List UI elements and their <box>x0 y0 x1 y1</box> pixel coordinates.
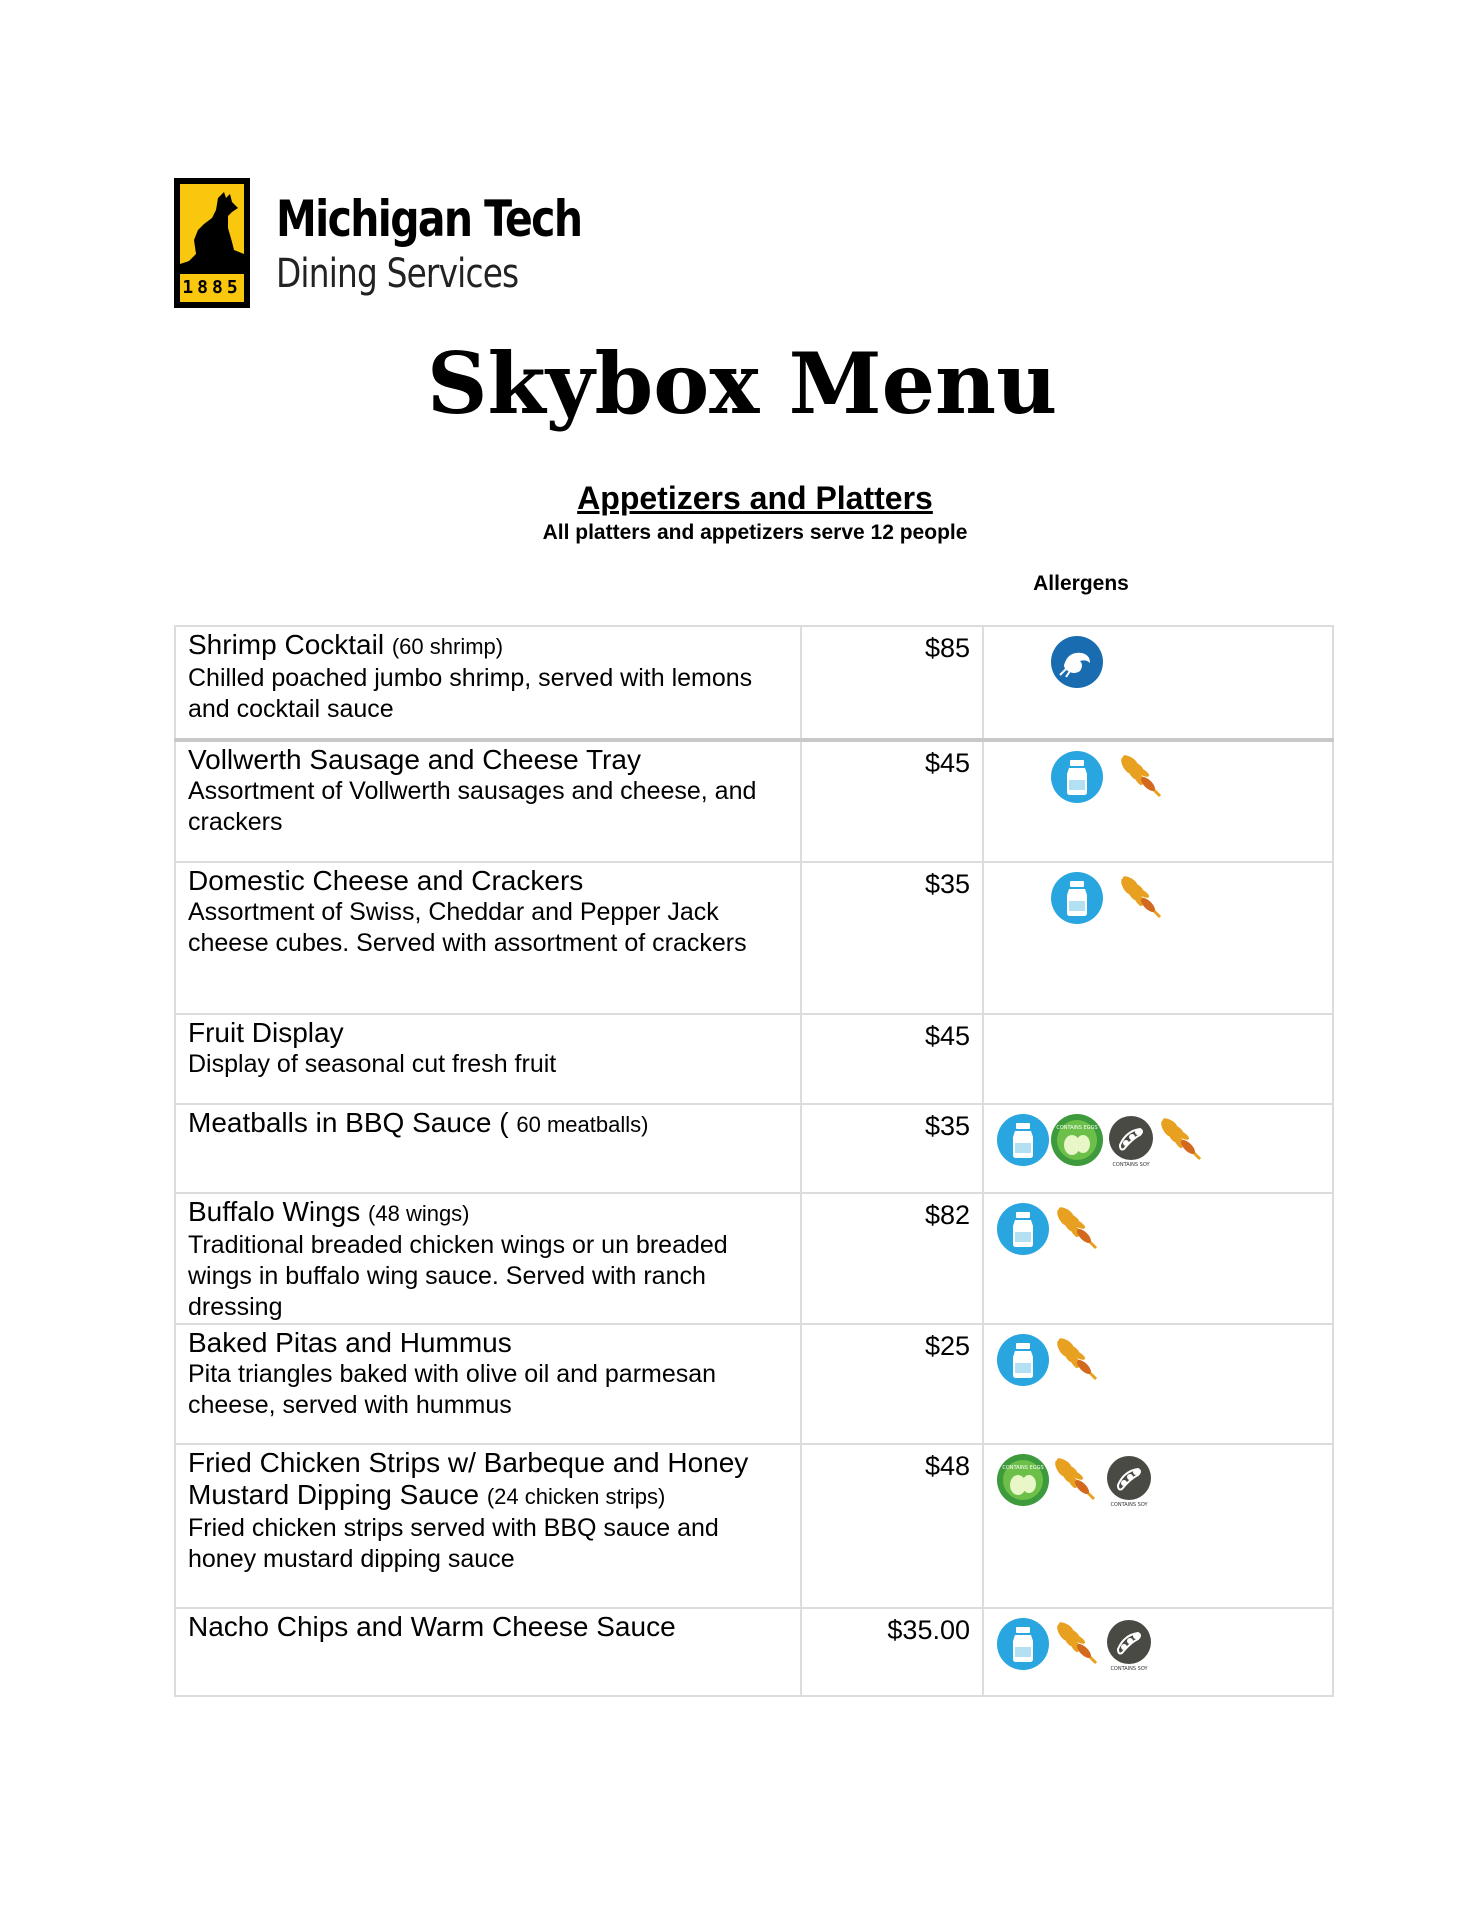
item-note: (24 chicken strips) <box>486 1484 666 1509</box>
logo-year: 1885 <box>180 271 244 302</box>
item-cell <box>175 862 801 1014</box>
item-price: $82 <box>801 1193 983 1324</box>
allergen-cell <box>983 1104 1333 1193</box>
logo-subtitle: Dining Services <box>276 251 519 297</box>
menu-row <box>175 740 1333 862</box>
item-name: Fried Chicken Strips w/ Barbeque and Honey Mustard Dipping Sauce <box>188 1447 749 1510</box>
allergen-icons <box>984 750 1332 810</box>
allergen-icons <box>984 871 1332 931</box>
allergen-cell <box>983 1193 1333 1324</box>
item-price: $35 <box>801 1104 983 1193</box>
wheat-icon <box>1050 1202 1104 1256</box>
item-description: Assortment of Swiss, Cheddar and Pepper Jack cheese cubes. Served with assortment of crackers <box>188 898 747 957</box>
item-cell <box>175 1193 801 1324</box>
section-subheading: All platters and appetizers serve 12 people <box>542 521 968 544</box>
item-name: Vollwerth Sausage and Cheese Tray <box>188 744 641 775</box>
item-name: Shrimp Cocktail <box>188 629 385 660</box>
allergen-cell <box>983 862 1333 1014</box>
item-name: Meatballs in BBQ Sauce ( <box>188 1107 509 1138</box>
logo-name: Michigan Tech <box>276 190 582 248</box>
svg-text:CONTAINS SOY: CONTAINS SOY <box>1110 1502 1148 1507</box>
allergen-cell <box>983 626 1333 740</box>
wheat-icon <box>1114 750 1168 804</box>
item-description: Chilled poached jumbo shrimp, served with lemons and cocktail sauce <box>188 664 753 723</box>
item-description: Pita triangles baked with olive oil and parmesan cheese, served with hummus <box>188 1360 717 1419</box>
allergen-cell <box>983 740 1333 862</box>
michigan-tech-logo <box>174 178 614 314</box>
allergens-column-label: Allergens <box>1033 572 1129 595</box>
allergen-icons <box>984 1617 1332 1677</box>
item-cell <box>175 626 801 740</box>
milk-bottle-icon <box>996 1617 1050 1671</box>
item-cell <box>175 1608 801 1696</box>
allergen-icons <box>984 1333 1332 1393</box>
menu-row <box>175 1608 1333 1696</box>
item-price: $45 <box>801 1014 983 1104</box>
svg-text:CONTAINS EGGS: CONTAINS EGGS <box>1002 1465 1044 1471</box>
svg-text:CONTAINS SOY: CONTAINS SOY <box>1112 1162 1150 1167</box>
item-description: Display of seasonal cut fresh fruit <box>188 1050 557 1078</box>
item-name: Buffalo Wings <box>188 1196 361 1227</box>
section-heading: Appetizers and Platters <box>577 480 933 516</box>
item-note: (60 shrimp) <box>391 634 504 659</box>
menu-row <box>175 1104 1333 1193</box>
allergen-cell <box>983 1324 1333 1444</box>
allergen-icons <box>984 635 1332 695</box>
item-price: $45 <box>801 740 983 862</box>
wheat-icon <box>1050 1617 1104 1671</box>
milk-bottle-icon <box>1050 871 1104 925</box>
soybean-icon <box>1104 1113 1158 1167</box>
item-price: $35.00 <box>801 1608 983 1696</box>
shrimp-icon <box>1050 635 1104 689</box>
menu-row <box>175 1014 1333 1104</box>
wheat-icon <box>1154 1113 1208 1167</box>
item-cell <box>175 1014 801 1104</box>
allergen-icons <box>984 1023 1332 1083</box>
allergen-icons <box>984 1453 1332 1513</box>
item-description: Assortment of Vollwerth sausages and cheese, and crackers <box>188 777 757 836</box>
menu-row <box>175 1444 1333 1608</box>
menu-row <box>175 862 1333 1014</box>
allergen-icons <box>984 1202 1332 1262</box>
item-name: Domestic Cheese and Crackers <box>188 865 584 896</box>
page-title: Skybox Menu <box>426 334 1058 433</box>
menu-row <box>175 1193 1333 1324</box>
wheat-icon <box>1114 871 1168 925</box>
wheat-icon <box>1048 1453 1102 1507</box>
item-cell <box>175 1104 801 1193</box>
item-name: Fruit Display <box>188 1017 344 1048</box>
item-cell <box>175 1444 801 1608</box>
milk-bottle-icon <box>996 1202 1050 1256</box>
item-cell <box>175 740 801 862</box>
husky-icon <box>180 184 244 276</box>
soybean-icon <box>1102 1617 1156 1671</box>
item-note: 60 meatballs) <box>516 1112 649 1137</box>
item-name: Nacho Chips and Warm Cheese Sauce <box>188 1611 676 1642</box>
item-description: Traditional breaded chicken wings or un breaded wings in buffalo wing sauce. Served with ranch dressing <box>188 1231 728 1321</box>
egg-icon <box>996 1453 1050 1507</box>
item-description: Fried chicken strips served with BBQ sauce and honey mustard dipping sauce <box>188 1514 719 1573</box>
item-price: $25 <box>801 1324 983 1444</box>
milk-bottle-icon <box>996 1113 1050 1167</box>
menu-row <box>175 626 1333 740</box>
item-cell <box>175 1324 801 1444</box>
wheat-icon <box>1050 1333 1104 1387</box>
milk-bottle-icon <box>1050 750 1104 804</box>
allergen-cell <box>983 1014 1333 1104</box>
husky-badge <box>174 178 250 308</box>
svg-text:CONTAINS SOY: CONTAINS SOY <box>1110 1666 1148 1671</box>
allergen-icons <box>984 1113 1332 1173</box>
item-price: $35 <box>801 862 983 1014</box>
item-note: (48 wings) <box>368 1201 470 1226</box>
svg-text:CONTAINS EGGS: CONTAINS EGGS <box>1056 1125 1098 1131</box>
milk-bottle-icon <box>996 1333 1050 1387</box>
soybean-icon <box>1102 1453 1156 1507</box>
item-price: $85 <box>801 626 983 740</box>
allergen-cell <box>983 1444 1333 1608</box>
item-name: Baked Pitas and Hummus <box>188 1327 512 1358</box>
allergen-cell <box>983 1608 1333 1696</box>
menu-row <box>175 1324 1333 1444</box>
item-price: $48 <box>801 1444 983 1608</box>
menu-table <box>174 625 1334 1697</box>
egg-icon <box>1050 1113 1104 1167</box>
